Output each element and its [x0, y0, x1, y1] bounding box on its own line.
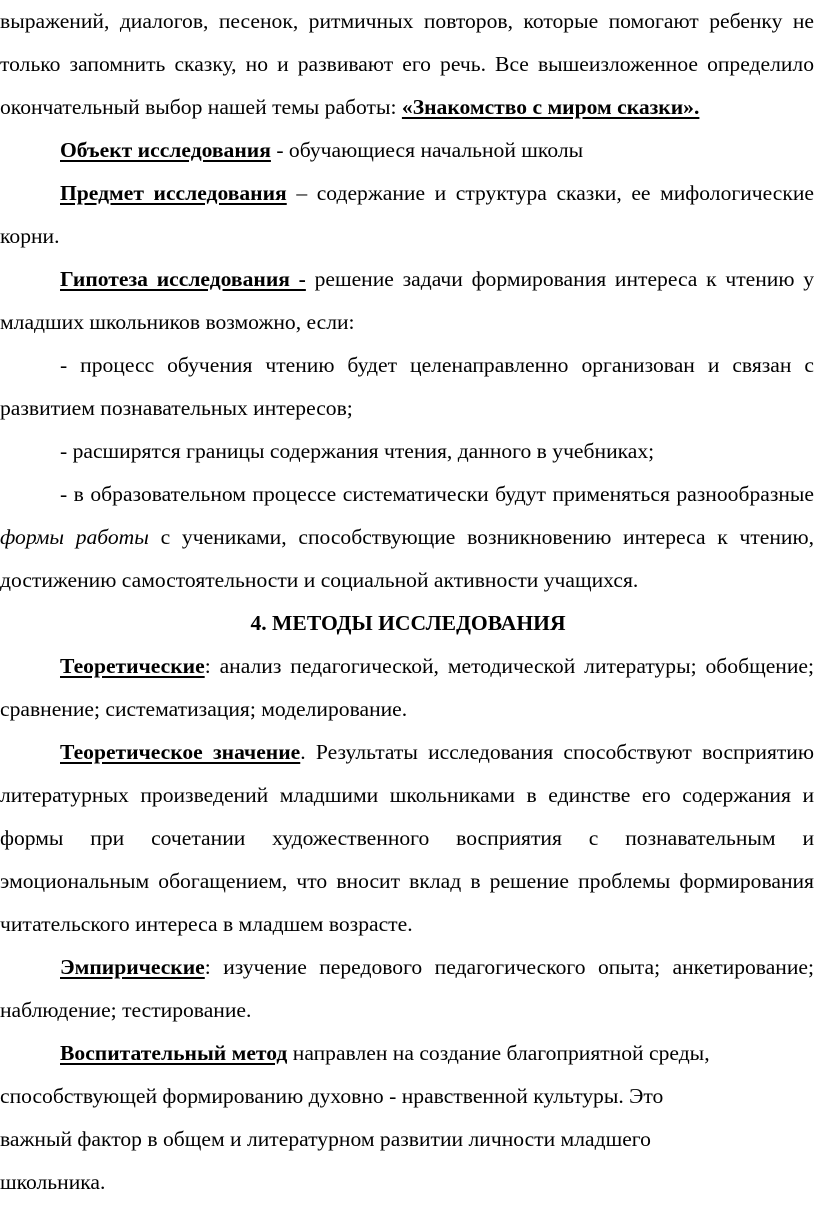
hypothesis-paragraph — [0, 258, 816, 344]
educational-line-1 — [0, 1032, 814, 1075]
educational-line-2: способствующей формированию духовно - нравственной культуры. Это — [0, 1084, 664, 1108]
subject-text: – содержание и структура сказки, ее мифологические корни. — [0, 181, 814, 248]
educational-line-4: школьника. — [0, 1170, 106, 1194]
object-label: Объект исследования — [60, 138, 271, 162]
subject-paragraph — [0, 172, 816, 258]
empirical-text: : изучение передового педагогического опыта; анкетирование; наблюдение; тестирование. — [0, 955, 814, 1022]
theoretical-value-label: Теоретическое значение — [60, 740, 301, 764]
intro-paragraph — [0, 0, 816, 129]
bullet-3-before: - в образовательном процессе систематически будут применяться разнообразные — [60, 482, 814, 506]
intro-text: выражений, диалогов, песенок, ритмичных повторов, которые помогают ребенку не только запомнить сказку, но и развивают его речь. Все вышеизложенное определило окончательный выбор нашей темы работы: — [0, 9, 814, 119]
educational-paragraph — [0, 1032, 816, 1204]
bullet-item-3 — [0, 473, 816, 602]
theoretical-label: Теоретические — [60, 654, 205, 678]
hypothesis-text: решение задачи формирования интереса к чтению у младших школьников возможно, если: — [0, 267, 814, 334]
bullet-item-2: - расширятся границы содержания чтения, данного в учебниках; — [60, 439, 655, 463]
theoretical-value-text: . Результаты исследования способствуют восприятию литературных произведений младшими школьниками в единстве его содержания и формы при сочетании художественного восприятия с познавательным и эмоциональным обогащением, что вносит вклад в решение проблемы формирования читательского интереса в младшем возрасте. — [0, 740, 814, 936]
educational-line-3: важный фактор в общем и литературном развитии личности младшего — [0, 1127, 651, 1151]
empirical-paragraph — [0, 946, 816, 1032]
bullet-item-1: - процесс обучения чтению будет целенаправленно организован и связан с развитием познавательных интересов; — [0, 353, 814, 420]
object-text: - обучающиеся начальной школы — [270, 138, 584, 162]
educational-line-1-text: направлен на создание благоприятной среды, — [287, 1041, 710, 1065]
hypothesis-label: Гипотеза исследования - — [60, 267, 306, 291]
section-heading: 4. МЕТОДЫ ИССЛЕДОВАНИЯ — [250, 611, 566, 635]
object-paragraph — [0, 129, 816, 172]
topic-title: «Знакомство с миром сказки». — [401, 95, 700, 119]
empirical-label: Эмпирические — [60, 955, 205, 979]
bullet-3-italic: формы работы — [0, 525, 149, 549]
theoretical-value-paragraph — [0, 731, 816, 946]
educational-label: Воспитательный метод — [60, 1041, 288, 1065]
bullet-3-after: с учениками, способствующие возникновению интереса к чтению, достижению самостоятельности и социальной активности учащихся. — [0, 525, 815, 592]
theoretical-text: : анализ педагогической, методической литературы; обобщение; сравнение; систематизация; моделирование. — [0, 654, 814, 721]
subject-label: Предмет исследования — [60, 181, 287, 205]
theoretical-paragraph — [0, 645, 816, 731]
